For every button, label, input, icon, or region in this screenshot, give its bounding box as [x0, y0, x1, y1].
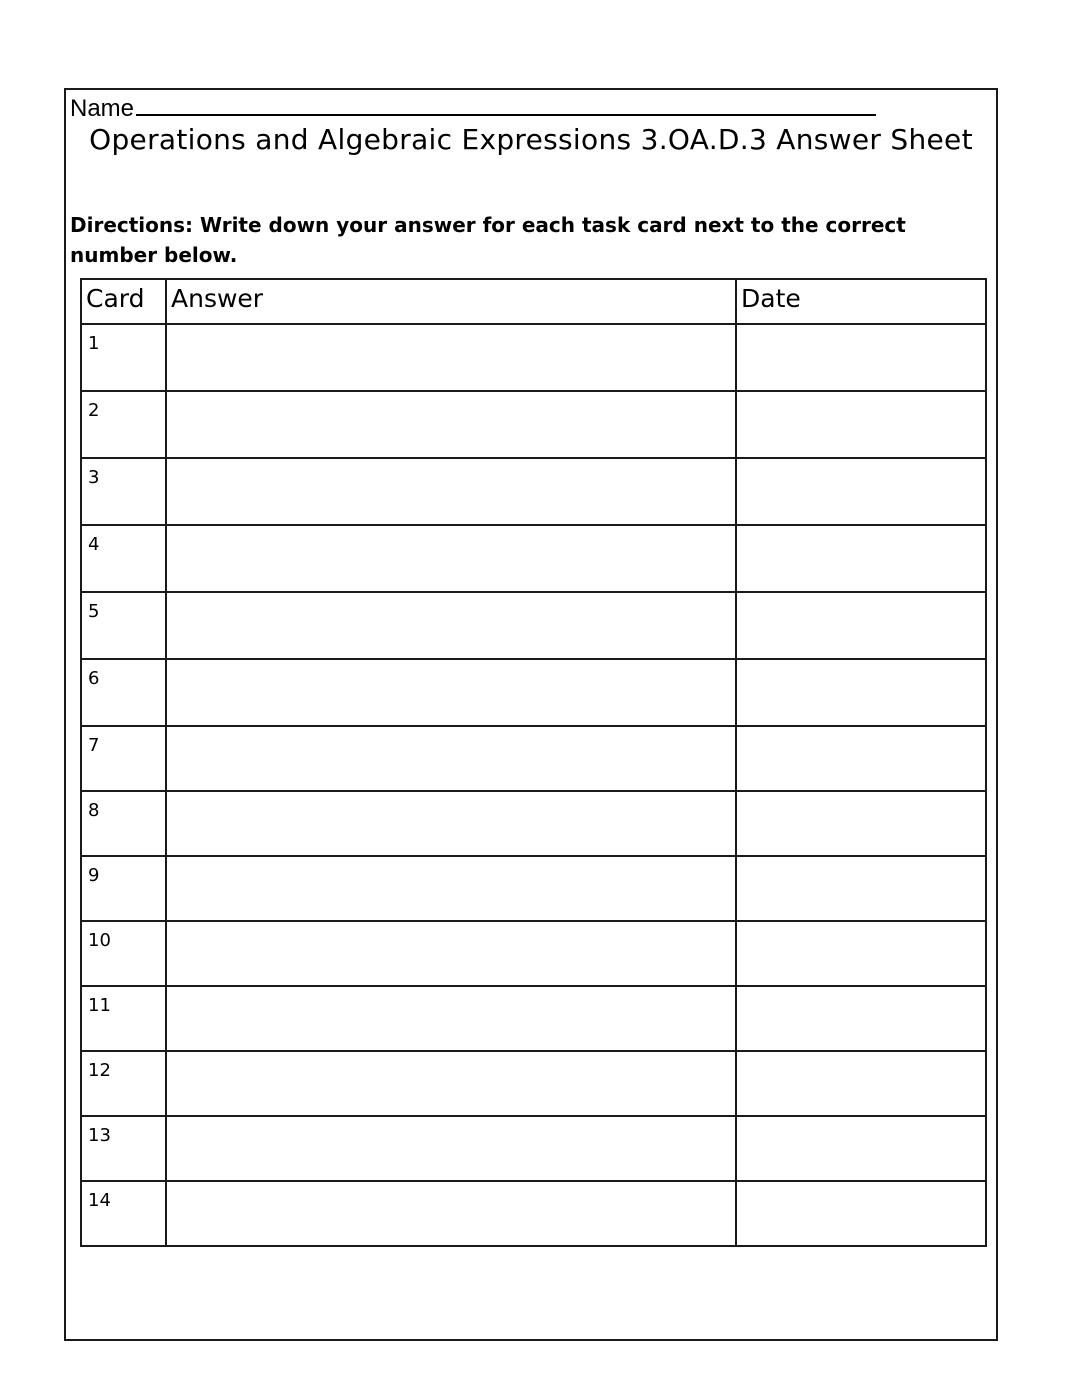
card-number: 4	[81, 525, 166, 592]
date-cell[interactable]	[736, 324, 986, 391]
answer-cell[interactable]	[166, 791, 736, 856]
table-row	[81, 592, 986, 659]
date-cell[interactable]	[736, 726, 986, 791]
card-number: 6	[81, 659, 166, 726]
card-number: 7	[81, 726, 166, 791]
answer-cell[interactable]	[166, 986, 736, 1051]
table-row	[81, 1181, 986, 1246]
answer-cell[interactable]	[166, 921, 736, 986]
answer-cell[interactable]	[166, 391, 736, 458]
card-number: 13	[81, 1116, 166, 1181]
table-row	[81, 1116, 986, 1181]
table-row	[81, 1051, 986, 1116]
card-number: 2	[81, 391, 166, 458]
date-cell[interactable]	[736, 921, 986, 986]
page-title: Operations and Algebraic Expressions 3.OA.D.3 Answer Sheet	[89, 123, 973, 156]
table-row	[81, 986, 986, 1051]
table-row	[81, 525, 986, 592]
table-row	[81, 921, 986, 986]
date-cell[interactable]	[736, 592, 986, 659]
card-number: 10	[81, 921, 166, 986]
answer-table	[80, 278, 987, 1247]
name-field	[70, 94, 876, 124]
header-answer: Answer	[166, 279, 736, 324]
card-number: 8	[81, 791, 166, 856]
card-number: 9	[81, 856, 166, 921]
date-cell[interactable]	[736, 1116, 986, 1181]
card-number: 14	[81, 1181, 166, 1246]
card-number: 1	[81, 324, 166, 391]
table-header-row	[81, 279, 986, 324]
answer-cell[interactable]	[166, 726, 736, 791]
directions-text: Directions: Write down your answer for each task card next to the correct number below.	[70, 213, 906, 267]
answer-cell[interactable]	[166, 324, 736, 391]
date-cell[interactable]	[736, 1051, 986, 1116]
answer-cell[interactable]	[166, 1051, 736, 1116]
table-row	[81, 791, 986, 856]
card-number: 5	[81, 592, 166, 659]
date-cell[interactable]	[736, 856, 986, 921]
table-row	[81, 726, 986, 791]
card-number: 12	[81, 1051, 166, 1116]
header-card: Card	[81, 279, 166, 324]
table-row	[81, 458, 986, 525]
date-cell[interactable]	[736, 986, 986, 1051]
card-number: 3	[81, 458, 166, 525]
name-blank-line[interactable]	[136, 94, 876, 116]
date-cell[interactable]	[736, 458, 986, 525]
date-cell[interactable]	[736, 1181, 986, 1246]
table-row	[81, 324, 986, 391]
answer-cell[interactable]	[166, 1116, 736, 1181]
answer-cell[interactable]	[166, 856, 736, 921]
name-label: Name	[70, 95, 135, 122]
card-number: 11	[81, 986, 166, 1051]
answer-cell[interactable]	[166, 458, 736, 525]
table-row	[81, 659, 986, 726]
answer-cell[interactable]	[166, 1181, 736, 1246]
answer-cell[interactable]	[166, 592, 736, 659]
answer-cell[interactable]	[166, 525, 736, 592]
table-row	[81, 856, 986, 921]
header-date: Date	[736, 279, 986, 324]
date-cell[interactable]	[736, 791, 986, 856]
date-cell[interactable]	[736, 525, 986, 592]
date-cell[interactable]	[736, 659, 986, 726]
date-cell[interactable]	[736, 391, 986, 458]
answer-cell[interactable]	[166, 659, 736, 726]
table-row	[81, 391, 986, 458]
